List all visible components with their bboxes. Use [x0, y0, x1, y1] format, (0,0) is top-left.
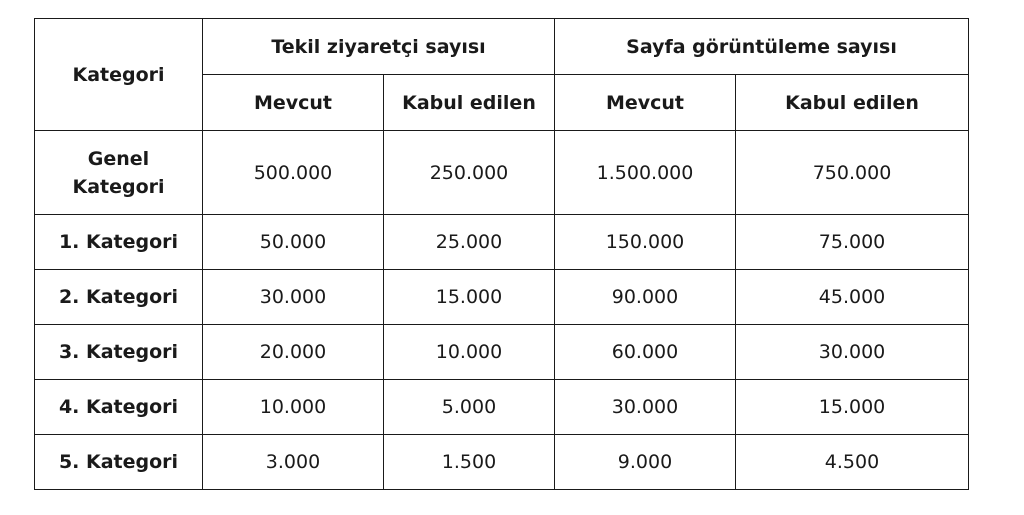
views-current-cell: 90.000 — [555, 270, 736, 325]
table-row — [35, 435, 969, 490]
table-header-row — [35, 19, 969, 75]
visitors-accepted-cell: 1.500 — [384, 435, 555, 490]
visitors-current-cell: 20.000 — [203, 325, 384, 380]
views-accepted-header: Kabul edilen — [736, 75, 969, 131]
table-row — [35, 215, 969, 270]
visitors-current-cell: 30.000 — [203, 270, 384, 325]
row-category-text: Genel Kategori — [72, 147, 165, 198]
views-accepted-cell: 30.000 — [736, 325, 969, 380]
table-row — [35, 131, 969, 215]
visitors-current-header: Mevcut — [203, 75, 384, 131]
views-current-header: Mevcut — [555, 75, 736, 131]
visitors-accepted-cell: 10.000 — [384, 325, 555, 380]
table-row — [35, 270, 969, 325]
row-category-label: 4. Kategori — [35, 380, 203, 435]
views-accepted-cell: 75.000 — [736, 215, 969, 270]
visitors-current-cell: 500.000 — [203, 131, 384, 215]
views-current-cell: 60.000 — [555, 325, 736, 380]
row-category-label: 1. Kategori — [35, 215, 203, 270]
visitors-accepted-cell: 25.000 — [384, 215, 555, 270]
views-accepted-cell: 45.000 — [736, 270, 969, 325]
visitors-accepted-cell: 15.000 — [384, 270, 555, 325]
table-row — [35, 325, 969, 380]
views-current-cell: 150.000 — [555, 215, 736, 270]
visitors-accepted-header: Kabul edilen — [384, 75, 555, 131]
views-accepted-cell: 4.500 — [736, 435, 969, 490]
table-row — [35, 380, 969, 435]
visitors-current-cell: 10.000 — [203, 380, 384, 435]
views-current-cell: 30.000 — [555, 380, 736, 435]
row-category-label — [35, 131, 203, 215]
visitors-accepted-cell: 5.000 — [384, 380, 555, 435]
unique-visitors-group-header: Tekil ziyaretçi sayısı — [203, 19, 555, 75]
visitors-current-cell: 50.000 — [203, 215, 384, 270]
views-accepted-cell: 750.000 — [736, 131, 969, 215]
row-category-label: 5. Kategori — [35, 435, 203, 490]
row-category-label: 2. Kategori — [35, 270, 203, 325]
category-stats-table — [34, 18, 969, 490]
visitors-accepted-cell: 250.000 — [384, 131, 555, 215]
visitors-current-cell: 3.000 — [203, 435, 384, 490]
page-views-group-header: Sayfa görüntüleme sayısı — [555, 19, 969, 75]
row-category-label: 3. Kategori — [35, 325, 203, 380]
views-current-cell: 9.000 — [555, 435, 736, 490]
category-column-header: Kategori — [35, 19, 203, 131]
views-accepted-cell: 15.000 — [736, 380, 969, 435]
views-current-cell: 1.500.000 — [555, 131, 736, 215]
